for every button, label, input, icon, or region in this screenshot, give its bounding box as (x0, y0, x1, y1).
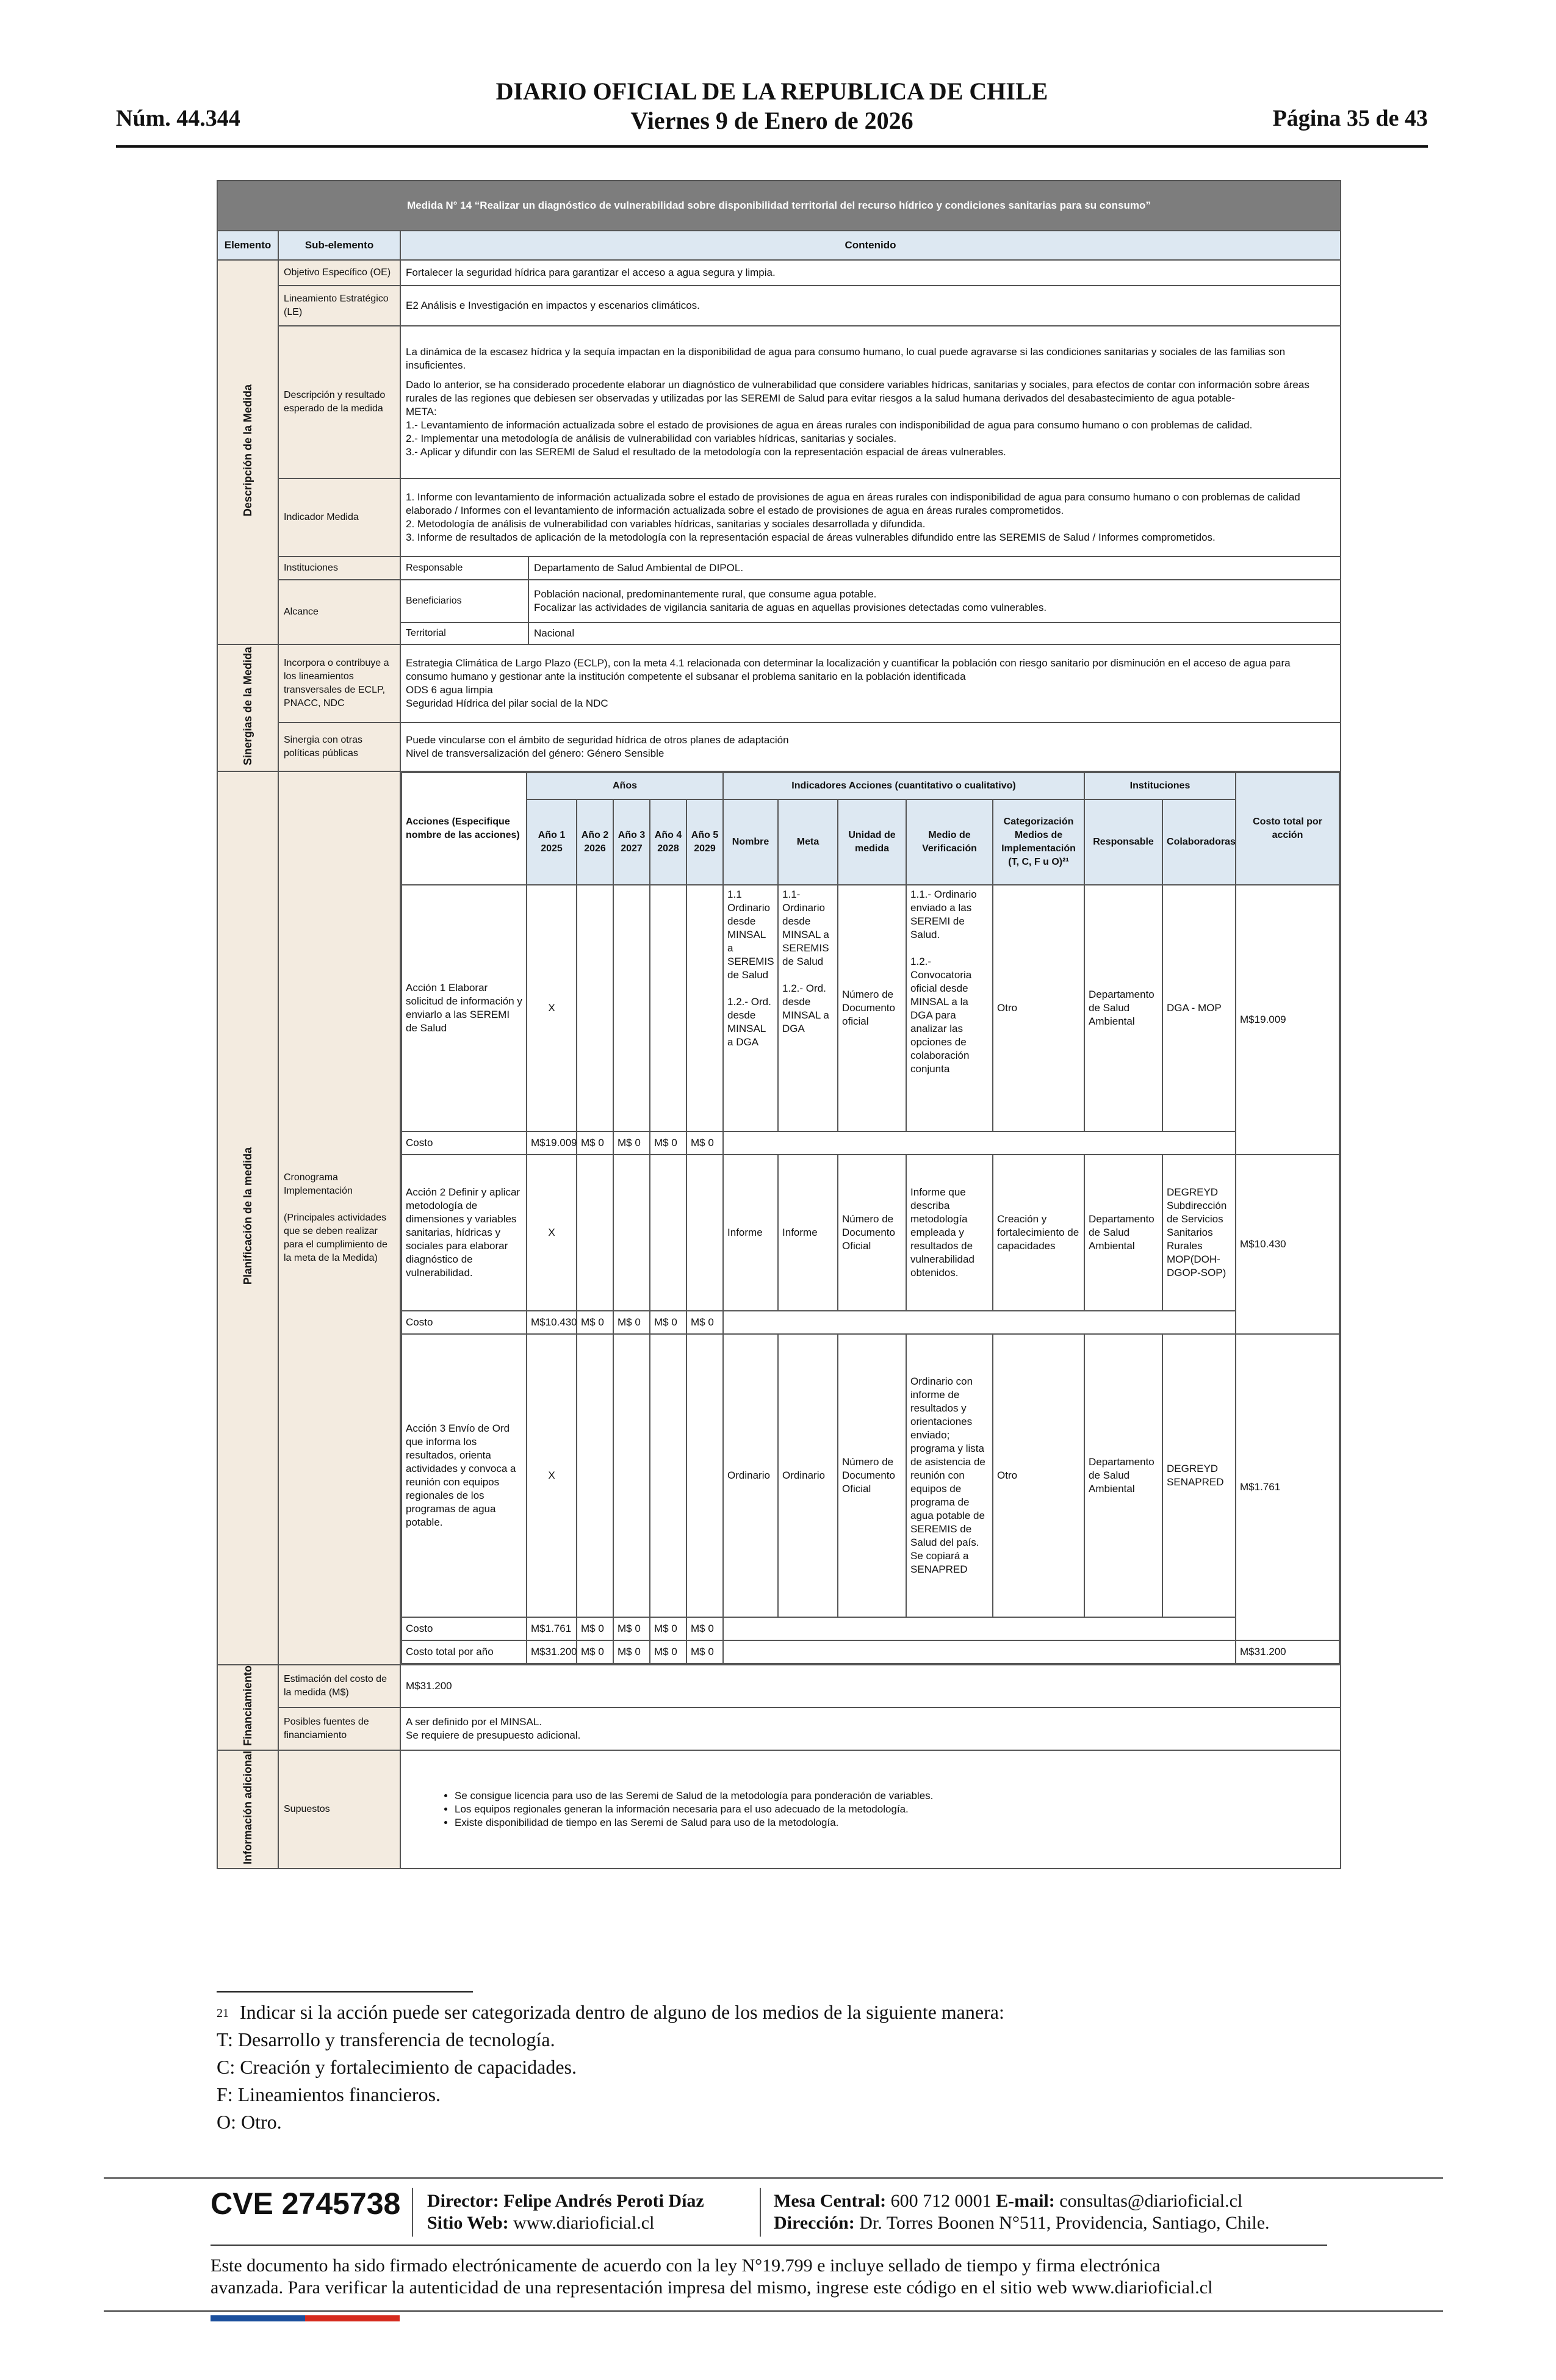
action-1-medio: 1.1.- Ordinario enviado a las SEREMI de Salud. 1.2.- Convocatoria oficial desde MINSAL a la DGA para analizar las opciones de colaboración conjunta (906, 885, 993, 1131)
action-3-colaboradoras: DEGREYD SENAPRED (1162, 1334, 1236, 1617)
action-3-year-1: X (527, 1334, 577, 1617)
action-2-name: Acción 2 Definir y aplicar metodología de dimensiones y variables sanitarias, hídricas y sociales para elaborar diagnóstico de vulnerabilidad. (402, 1155, 527, 1311)
director-name: Director: Felipe Andrés Peroti Díaz (427, 2191, 704, 2211)
email-link[interactable]: consultas@diarioficial.cl (1059, 2191, 1243, 2211)
beneficiaries-label: Beneficiarios (400, 580, 528, 622)
action-1-meta: 1.1- Ordinario desde MINSAL a SEREMIS de Salud 1.2.- Ord. desde MINSAL a DGA (778, 885, 838, 1131)
page-header (116, 73, 1428, 148)
incorpora-label: Incorpora o contribuye a los lineamientos transversales de ECLP, PNACC, NDC (278, 644, 400, 723)
supuesto-item: • Existe disponibilidad de tiempo en las Seremi de Salud para uso de la metodología. (455, 1816, 1335, 1830)
chile-flag-bar (211, 2315, 400, 2321)
desc-paragraph-2: Dado lo anterior, se ha considerado procedente elaborar un diagnóstico de vulnerabilidad que considere variables hídricas, sanitarias y sociales, para efectos de contar con información sobre áreas rurales de las regiones que debiesen ser observadas y utilizadas por las SEREMI de Salud para evitar riesgos a la salud humana derivados del desabastecimiento de agua potable- (406, 379, 1309, 404)
action-2-year-4 (650, 1155, 686, 1311)
measure-title: Medida N° 14 “Realizar un diagnóstico de vulnerabilidad sobre disponibilidad territorial del recurso hídrico y condiciones sanitarias para su consumo” (217, 181, 1341, 231)
h-acciones: Acciones (Especifique nombre de las acciones) (402, 773, 527, 885)
element-descripcion: Descripción de la Medida (217, 260, 278, 644)
footer-director (427, 2190, 704, 2234)
beneficiaries-line-2: Focalizar las actividades de vigilancia sanitaria de aguas en aquellas provisiones detectadas como vulnerables. (534, 602, 1047, 613)
desc-label: Descripción y resultado esperado de la medida (278, 326, 400, 478)
action-3-unidad: Número de Documento Oficial (838, 1334, 906, 1617)
indicator-2: 2. Metodología de análisis de vulnerabilidad con variables hídricas, sanitarias y sociales desarrollada y difundida. (406, 518, 926, 530)
action-3-cost-y1: M$1.761 (527, 1617, 577, 1640)
fuentes-value (400, 1707, 1341, 1750)
page-number: Página 35 de 43 (1272, 106, 1428, 131)
action-2-year-5 (686, 1155, 723, 1311)
footer-separator (760, 2188, 761, 2237)
beneficiaries-line-1: Población nacional, predominantemente rural, que consume agua potable. (534, 588, 877, 600)
responsable-value: Departamento de Salud Ambiental de DIPOL. (528, 557, 1341, 580)
h-year-4: Año 4 2028 (650, 799, 686, 885)
action-1-year-2 (577, 885, 613, 1131)
element-financiamiento: Financiamiento (217, 1665, 278, 1750)
indicator-1: 1. Informe con levantamiento de información actualizada sobre el estado de provisiones de agua en áreas rurales con indisponibilidad de agua para consumo humano o con problemas de calidad elaborado / Informes con el levantamiento de información actualizada sobre el estado de provisiones de agua en áreas rurales comprometidos. (406, 491, 1300, 516)
action-2-year-3 (613, 1155, 650, 1311)
total-empty (723, 1640, 1236, 1664)
h-indicadores: Indicadores Acciones (cuantitativo o cualitativo) (723, 773, 1084, 799)
action-3-year-4 (650, 1334, 686, 1617)
action-2-nombre: Informe (723, 1155, 778, 1311)
contact-line-1: Mesa Central: 600 712 0001 E-mail: consultas@diarioficial.cl (774, 2191, 1243, 2211)
footer-rule-top (104, 2177, 1443, 2179)
action-2-cost-y3: M$ 0 (613, 1311, 650, 1334)
action-2-responsable: Departamento de Salud Ambiental (1084, 1155, 1162, 1311)
measure-table (217, 180, 1341, 1869)
fuentes-line-1: A ser definido por el MINSAL. (406, 1716, 542, 1728)
plan-cell (400, 771, 1341, 1665)
footnote-line-3: C: Creación y fortalecimiento de capacidades. (217, 2056, 577, 2078)
action-1-year-3 (613, 885, 650, 1131)
beneficiaries-value (528, 580, 1341, 622)
h-costo-total: Costo total por acción (1236, 773, 1339, 885)
total-cost-y4: M$ 0 (650, 1640, 686, 1664)
h-meta: Meta (778, 799, 838, 885)
footer-legal (211, 2255, 1339, 2299)
sinergia-label: Sinergia con otras políticas públicas (278, 723, 400, 771)
desc-meta-1: 1.- Levantamiento de información actualizada sobre el estado de provisiones de agua en áreas rurales con indisponibilidad de agua para consumo humano o con problemas de calidad. (406, 419, 1253, 431)
element-sinergias: Sinergias de la Medida (217, 644, 278, 771)
h-instituciones: Instituciones (1084, 773, 1236, 799)
newspaper-title (116, 77, 1428, 135)
total-cost-y3: M$ 0 (613, 1640, 650, 1664)
incorpora-line-2: ODS 6 agua limpia (406, 684, 493, 696)
total-label: Costo total por año (402, 1640, 527, 1664)
action-2-cost-empty (723, 1311, 1236, 1334)
footnote (217, 1999, 1376, 2136)
site-line: Sitio Web: www.diarioficial.cl (427, 2213, 655, 2233)
institutions-label: Instituciones (278, 557, 400, 580)
action-3-costo-label: Costo (402, 1617, 527, 1640)
total-cost-y2: M$ 0 (577, 1640, 613, 1664)
footnote-marker: 21 (217, 2007, 229, 2020)
issue-number: Núm. 44.344 (116, 106, 240, 131)
action-2-year-2 (577, 1155, 613, 1311)
site-link[interactable]: www.diarioficial.cl (513, 2213, 655, 2233)
action-3-cost-empty (723, 1617, 1236, 1640)
action-2-costo-label: Costo (402, 1311, 527, 1334)
action-1-colaboradoras: DGA - MOP (1162, 885, 1236, 1131)
h-anos: Años (527, 773, 723, 799)
col-elemento: Elemento (217, 231, 278, 260)
h-year-1: Año 1 2025 (527, 799, 577, 885)
responsable-label: Responsable (400, 557, 528, 580)
h-year-5: Año 5 2029 (686, 799, 723, 885)
territorial-label: Territorial (400, 622, 528, 644)
h-responsable: Responsable (1084, 799, 1162, 885)
action-2-meta: Informe (778, 1155, 838, 1311)
issue-date: Viernes 9 de Enero de 2026 (630, 107, 913, 134)
supuestos-value (400, 1750, 1341, 1869)
action-3-cost-y5: M$ 0 (686, 1617, 723, 1640)
desc-meta-3: 3.- Aplicar y difundir con las SEREMI de Salud el resultado de la metodología con la representación espacial de áreas vulnerables. (406, 446, 1006, 458)
incorpora-line-1: Estrategia Climática de Largo Plazo (ECLP), con la meta 4.1 relacionada con determinar la localización y cuantificar la población con riesgo sanitario por disminución en el acceso de agua para consumo humano y gestionar ante la institución competente el subsanar el problema sanitario en la población identificada (406, 657, 1291, 682)
footer-separator (412, 2188, 413, 2237)
h-categorizacion: Categorización Medios de Implementación (T, C, F u O)²¹ (993, 799, 1084, 885)
h-year-2: Año 2 2026 (577, 799, 613, 885)
action-1-year-4 (650, 885, 686, 1131)
footnote-line-4: F: Lineamientos financieros. (217, 2083, 441, 2105)
newspaper-name: DIARIO OFICIAL DE LA REPUBLICA DE CHILE (495, 78, 1048, 105)
plan-table (401, 772, 1340, 1664)
action-3-meta: Ordinario (778, 1334, 838, 1617)
action-1-cost-y2: M$ 0 (577, 1131, 613, 1155)
action-2-colaboradoras: DEGREYD Subdirección de Servicios Sanitarios Rurales MOP(DOH-DGOP-SOP) (1162, 1155, 1236, 1311)
action-3-responsable: Departamento de Salud Ambiental (1084, 1334, 1162, 1617)
action-3-year-3 (613, 1334, 650, 1617)
action-1-nombre: 1.1 Ordinario desde MINSAL a SEREMIS de Salud 1.2.- Ord. desde MINSAL a DGA (723, 885, 778, 1131)
crono-title: Cronograma Implementación (284, 1172, 353, 1196)
action-3-total: M$1.761 (1236, 1334, 1339, 1640)
oe-label: Objetivo Específico (OE) (278, 260, 400, 286)
footnote-line-2: T: Desarrollo y transferencia de tecnología. (217, 2028, 555, 2050)
footnote-line-1: $^{21}$ Indicar si la acción puede ser categorizada dentro de alguno de los medios de la siguiente manera: (217, 2001, 1004, 2023)
action-1-cost-y5: M$ 0 (686, 1131, 723, 1155)
footnote-line-5: O: Otro. (217, 2111, 282, 2133)
supuesto-item: • Los equipos regionales generan la información necesaria para el uso adecuado de la metodología. (455, 1803, 1335, 1816)
supuesto-item: • Se consigue licencia para uso de las Seremi de Salud de la metodología para ponderación de variables. (455, 1789, 1335, 1803)
element-planificacion: Planificación de la medida (217, 771, 278, 1665)
desc-paragraph-1: La dinámica de la escasez hídrica y la sequía impactan en la disponibilidad de agua para consumo humano, lo cual puede agravarse si las condiciones sanitarias y sociales de las familias son insuficientes. (406, 346, 1286, 371)
total-cost-y5: M$ 0 (686, 1640, 723, 1664)
scope-label: Alcance (278, 580, 400, 644)
element-info-adicional: Información adicional (217, 1750, 278, 1869)
contact-line-2: Dirección: Dr. Torres Boonen N°511, Providencia, Santiago, Chile. (774, 2213, 1270, 2233)
le-value: E2 Análisis e Investigación en impactos y escenarios climáticos. (400, 286, 1341, 326)
action-2-medio: Informe que describa metodología empleada y resultados de vulnerabilidad obtenidos. (906, 1155, 993, 1311)
legal-line-2: avanzada. Para verificar la autenticidad de una representación impresa del mismo, ingrese este código en el sitio web www.diarioficial.cl (211, 2277, 1213, 2298)
action-2-year-1: X (527, 1155, 577, 1311)
desc-meta: META: (406, 406, 437, 417)
supuestos-label: Supuestos (278, 1750, 400, 1869)
footer-contact (774, 2190, 1270, 2234)
action-3-year-2 (577, 1334, 613, 1617)
sinergia-value (400, 723, 1341, 771)
total-cost-y1: M$31.200 (527, 1640, 577, 1664)
legal-line-1: Este documento ha sido firmado electrónicamente de acuerdo con la ley N°19.799 e incluye sellado de tiempo y firma electrónica (211, 2256, 1161, 2276)
col-contenido: Contenido (400, 231, 1341, 260)
crono-label (278, 771, 400, 1665)
indicator-3: 3. Informe de resultados de aplicación de la metodología con la representación espacial de áreas vulnerables difundido entre las SEREMIS de Salud / Informes comprometidos. (406, 532, 1216, 543)
action-3-cost-y3: M$ 0 (613, 1617, 650, 1640)
sinergia-line-2: Nivel de transversalización del género: Género Sensible (406, 748, 665, 759)
action-3-categoria: Otro (993, 1334, 1084, 1617)
action-1-costo-label: Costo (402, 1131, 527, 1155)
action-1-responsable: Departamento de Salud Ambiental (1084, 885, 1162, 1131)
action-1-unidad: Número de Documento oficial (838, 885, 906, 1131)
action-1-cost-y1: M$19.009 (527, 1131, 577, 1155)
action-1-cost-y4: M$ 0 (650, 1131, 686, 1155)
action-1-year-5 (686, 885, 723, 1131)
oe-value: Fortalecer la seguridad hídrica para garantizar el acceso a agua segura y limpia. (400, 260, 1341, 286)
action-1-name: Acción 1 Elaborar solicitud de información y enviarlo a las SEREMI de Salud (402, 885, 527, 1131)
total-total: M$31.200 (1236, 1640, 1339, 1664)
h-unidad: Unidad de medida (838, 799, 906, 885)
desc-value (400, 326, 1341, 478)
action-1-categoria: Otro (993, 885, 1084, 1131)
action-2-cost-y5: M$ 0 (686, 1311, 723, 1334)
action-3-year-5 (686, 1334, 723, 1617)
action-2-cost-y2: M$ 0 (577, 1311, 613, 1334)
h-colaboradoras: Colaboradoras (1162, 799, 1236, 885)
action-2-total: M$10.430 (1236, 1155, 1339, 1334)
action-3-cost-y2: M$ 0 (577, 1617, 613, 1640)
fuentes-label: Posibles fuentes de financiamiento (278, 1707, 400, 1750)
footer-rule-bottom (104, 2310, 1443, 2312)
h-medio: Medio de Verificación (906, 799, 993, 885)
col-subelemento: Sub-elemento (278, 231, 400, 260)
sinergia-line-1: Puede vincularse con el ámbito de seguridad hídrica de otros planes de adaptación (406, 734, 789, 746)
action-2-categoria: Creación y fortalecimiento de capacidades (993, 1155, 1084, 1311)
le-label: Lineamiento Estratégico (LE) (278, 286, 400, 326)
action-3-medio: Ordinario con informe de resultados y orientaciones enviado; programa y lista de asistencia de reunión con equipos de programa de agua potable de SEREMIS de Salud del país. Se copiará a SENAPRED (906, 1334, 993, 1617)
action-2-cost-y4: M$ 0 (650, 1311, 686, 1334)
action-2-cost-y1: M$10.430 (527, 1311, 577, 1334)
action-3-name: Acción 3 Envío de Ord que informa los resultados, orienta actividades y convoca a reunión con equipos regionales de los programas de agua potable. (402, 1334, 527, 1617)
crono-subtitle: (Principales actividades que se deben realizar para el cumplimiento de la meta de la Medida) (284, 1213, 387, 1263)
action-1-cost-empty (723, 1131, 1236, 1155)
territorial-value: Nacional (528, 622, 1341, 644)
action-1-total: M$19.009 (1236, 885, 1339, 1155)
incorpora-value (400, 644, 1341, 723)
action-3-cost-y4: M$ 0 (650, 1617, 686, 1640)
cve-code: CVE 2745738 (211, 2187, 401, 2221)
estimacion-value: M$31.200 (400, 1665, 1341, 1707)
supuestos-list (406, 1789, 1335, 1830)
indicator-label: Indicador Medida (278, 478, 400, 557)
incorpora-line-3: Seguridad Hídrica del pilar social de la NDC (406, 698, 608, 709)
indicator-value (400, 478, 1341, 557)
desc-meta-2: 2.- Implementar una metodología de análisis de vulnerabilidad con variables hídricas, sanitarias y sociales. (406, 433, 897, 444)
action-3-nombre: Ordinario (723, 1334, 778, 1617)
fuentes-line-2: Se requiere de presupuesto adicional. (406, 1729, 581, 1742)
h-year-3: Año 3 2027 (613, 799, 650, 885)
footnote-rule (217, 1991, 473, 1992)
action-2-unidad: Número de Documento Oficial (838, 1155, 906, 1311)
action-1-year-1: X (527, 885, 577, 1131)
h-nombre: Nombre (723, 799, 778, 885)
footer-rule-mid (211, 2245, 1327, 2246)
estimacion-label: Estimación del costo de la medida (M$) (278, 1665, 400, 1707)
action-1-cost-y3: M$ 0 (613, 1131, 650, 1155)
